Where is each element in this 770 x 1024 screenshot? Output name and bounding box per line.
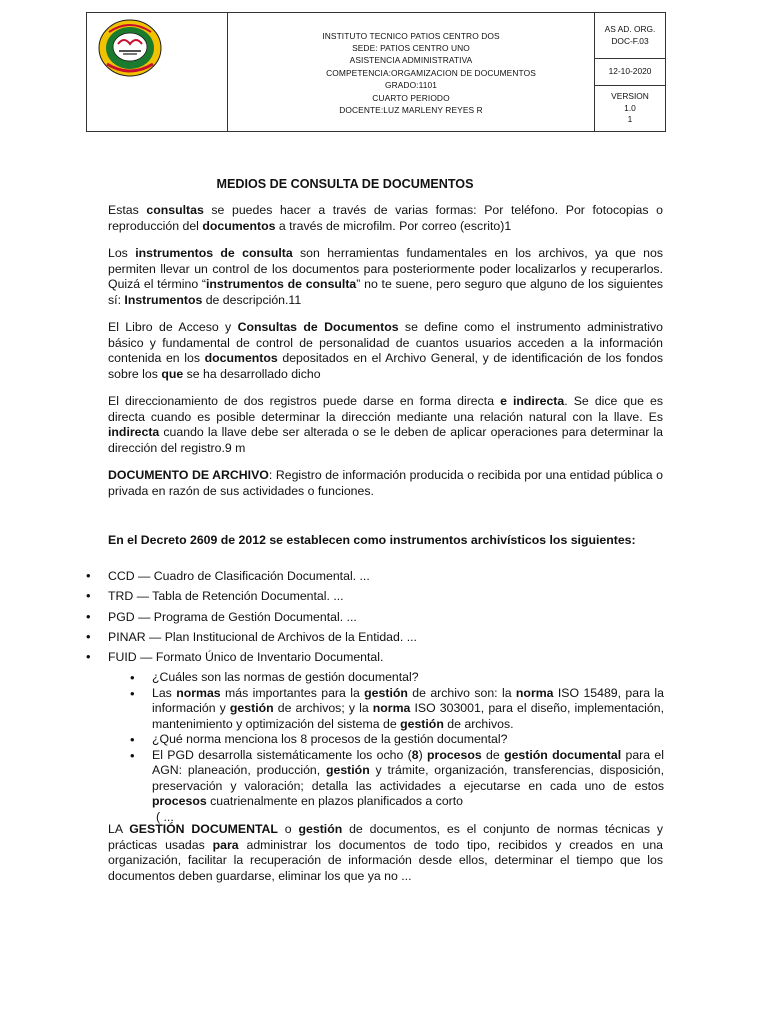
document-date: 12-10-2020 [608,66,652,77]
institution-line: INSTITUTO TECNICO PATIOS CENTRO DOS [322,30,500,41]
list-item: • ¿Qué norma menciona los 8 procesos de la gestión documental? [130,732,664,748]
code-line: AS AD. ORG. [604,24,656,34]
list-item: • TRD — Tabla de Retención Documental. ... [86,586,417,606]
logo-cell [87,13,228,131]
list-item: • ¿Cuáles son las normas de gestión documental? [130,670,664,686]
institution-line: DOCENTE:LUZ MARLENY REYES R [339,105,483,116]
institution-line: SEDE: PATIOS CENTRO UNO [352,42,470,53]
code-box [595,13,665,59]
institution-line: COMPETENCIA:ORGAMIZACION DE DOCUMENTOS [326,67,536,78]
list-item: • PINAR — Plan Institucional de Archivos de la Entidad. ... [86,627,417,647]
paragraph-gestion-documental: LA GESTIÓN DOCUMENTAL o gestión de documentos, es el conjunto de normas técnicas y prácticas usadas para administrar los documentos de todo tipo, recibidos y creados en una organización, facilitar la recuperación de información desde ellos, determinar el tiempo que los documentos deben guardarse, eliminar los que ya no ... [108,822,663,883]
institution-line: GRADO:1101 [384,80,438,91]
paragraph-consultas: Estas consultas se puedes hacer a través de varias formas: Por teléfono. Por fotocopias o reproducción del documentos a través de microfilm. Por correo (escrito)1 [108,203,663,233]
list-item: • Las normas más importantes para la gestión de archivo son: la norma ISO 15489, para la información y gestión de archivos; y la norma ISO 303001, para el diseño, implementación, mantenimiento y optimización del sistema de gestión de archivos. [130,686,664,733]
institution-line: CUARTO PERIODO [372,92,450,103]
list-continuation: ( ... [156,809,174,824]
list-item: • FUID — Formato Único de Inventario Documental. [86,647,417,667]
paragraph-libro-acceso: El Libro de Acceso y Consultas de Documentos se define como el instrumento administrativo básico y fundamental de control de personalidad de cuantos usuarios acceden a la información contenida en los documentos depositados en el Archivo General, y de identificación de los fondos sobre los que se ha desarrollado dicho [108,320,664,381]
version-value: 1.0 [624,102,636,113]
list-item: • El PGD desarrolla sistemáticamente los ocho (8) procesos de gestión documental para el AGN: planeación, producción, gestión y trámite, organización, transferencias, disposición, preservación y valoración; detalla las actividades a ejecutarse en cada uno de estos procesos cuatrienalmente en plazos planificados a corto [130,748,664,810]
instrumentos-list [86,566,417,667]
version-box [595,86,665,131]
document-header [86,12,666,132]
paragraph-instrumentos: Los instrumentos de consulta son herramientas fundamentales en los archivos, ya que nos permiten llevar un control de los documentos para posteriormente poder localizarlos y recuperarlos. Quizá el término “instrumentos de consulta” no te suene, pero seguro que alguno de los siguientes sí: Instrumentos de descripción.11 [108,246,663,307]
gestion-list [130,670,664,825]
school-crest-icon [97,18,163,78]
document-codes [595,13,665,131]
paragraph-direccionamiento: El direccionamiento de dos registros puede darse en forma directa e indirecta. Se dice que es directa cuando es posible determinar la dirección mediante una relación natural con la llave. Es indirecta cuando la llave debe ser alterada o se le deben de aplicar operaciones para determinar la dirección del registro.9 m [108,394,663,455]
document-body [108,203,663,549]
institution-info [228,13,595,131]
institution-line: ASISTENCIA ADMINISTRATIVA [349,55,473,66]
list-item: • CCD — Cuadro de Clasificación Documental. ... [86,566,417,586]
page-number: 1 [627,114,633,125]
page-title: MEDIOS DE CONSULTA DE DOCUMENTOS [216,177,474,191]
date-box [595,59,665,86]
code-line: DOC-F.03 [611,35,649,46]
version-label: VERSION [611,91,649,102]
paragraph-decreto: En el Decreto 2609 de 2012 se establecen como instrumentos archivísticos los siguientes: [108,533,636,547]
list-item: • PGD — Programa de Gestión Documental. ... [86,607,417,627]
paragraph-documento-archivo: DOCUMENTO DE ARCHIVO: Registro de información producida o recibida por una entidad pública o privada en razón de sus actividades o funciones. [108,468,663,498]
